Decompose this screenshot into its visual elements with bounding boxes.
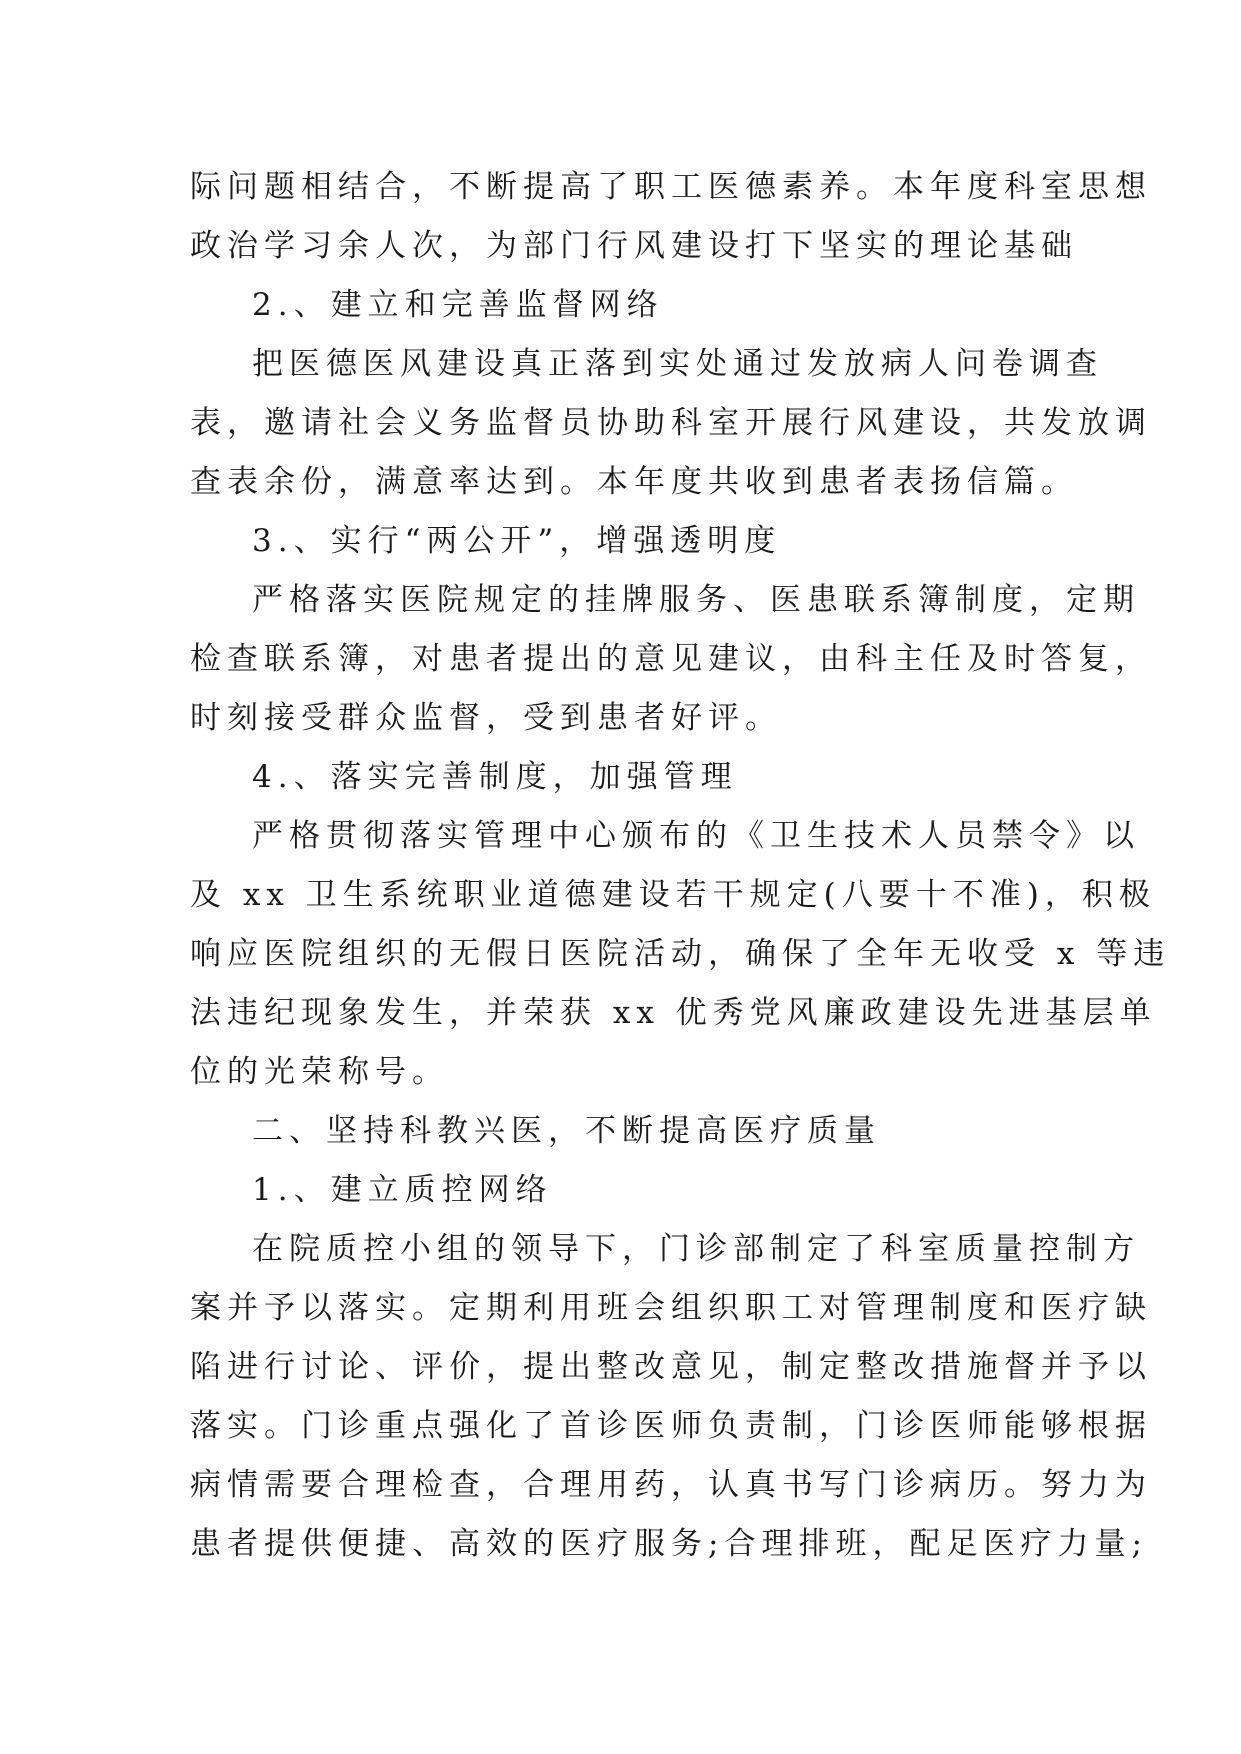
paragraph-line: 响应医院组织的无假日医院活动，确保了全年无收受 x 等违 (190, 936, 1171, 972)
paragraph-line: 落实。门诊重点强化了首诊医师负责制，门诊医师能够根据 (190, 1408, 1152, 1444)
paragraph-line: 时刻接受群众监督，受到患者好评。 (190, 700, 782, 736)
paragraph-line: 政治学习余人次，为部门行风建设打下坚实的理论基础 (190, 228, 1078, 264)
paragraph-line: 患者提供便捷、高效的医疗服务;合理排班，配足医疗力量; (190, 1526, 1148, 1562)
paragraph-line: 把医德医风建设真正落到实处通过发放病人问卷调查 (252, 346, 1103, 382)
paragraph-line: 陷进行讨论、评价，提出整改意见，制定整改措施督并予以 (190, 1349, 1152, 1385)
paragraph-line: 际问题相结合，不断提高了职工医德素养。本年度科室思想 (190, 169, 1152, 205)
paragraph-line: 查表余份，满意率达到。本年度共收到患者表扬信篇。 (190, 464, 1078, 500)
section-heading: 4.、落实完善制度，加强管理 (252, 759, 738, 795)
section-heading: 二、坚持科教兴医，不断提高医疗质量 (252, 1113, 881, 1149)
paragraph-line: 表，邀请社会义务监督员协助科室开展行风建设，共发放调 (190, 405, 1152, 441)
paragraph-line: 位的光荣称号。 (190, 1054, 449, 1090)
document-body (190, 158, 1171, 1574)
paragraph-line: 及 xx 卫生系统职业道德建设若干规定(八要十不准)，积极 (190, 877, 1156, 913)
paragraph-line: 在院质控小组的领导下，门诊部制定了科室质量控制方 (252, 1231, 1140, 1267)
paragraph-line: 案并予以落实。定期利用班会组织职工对管理制度和医疗缺 (190, 1290, 1152, 1326)
paragraph-line: 病情需要合理检查，合理用药，认真书写门诊病历。努力为 (190, 1467, 1152, 1503)
section-heading: 2.、建立和完善监督网络 (252, 287, 664, 323)
paragraph-line: 检查联系簿，对患者提出的意见建议，由科主任及时答复， (190, 641, 1152, 677)
section-heading: 3.、实行“两公开”，增强透明度 (252, 523, 782, 559)
paragraph-line: 严格落实医院规定的挂牌服务、医患联系簿制度，定期 (252, 582, 1140, 618)
paragraph-line: 法违纪现象发生，并荣获 xx 优秀党风廉政建设先进基层单 (190, 995, 1157, 1031)
paragraph-line: 严格贯彻落实管理中心颁布的《卫生技术人员禁令》以 (252, 818, 1140, 854)
section-heading: 1.、建立质控网络 (252, 1172, 553, 1208)
